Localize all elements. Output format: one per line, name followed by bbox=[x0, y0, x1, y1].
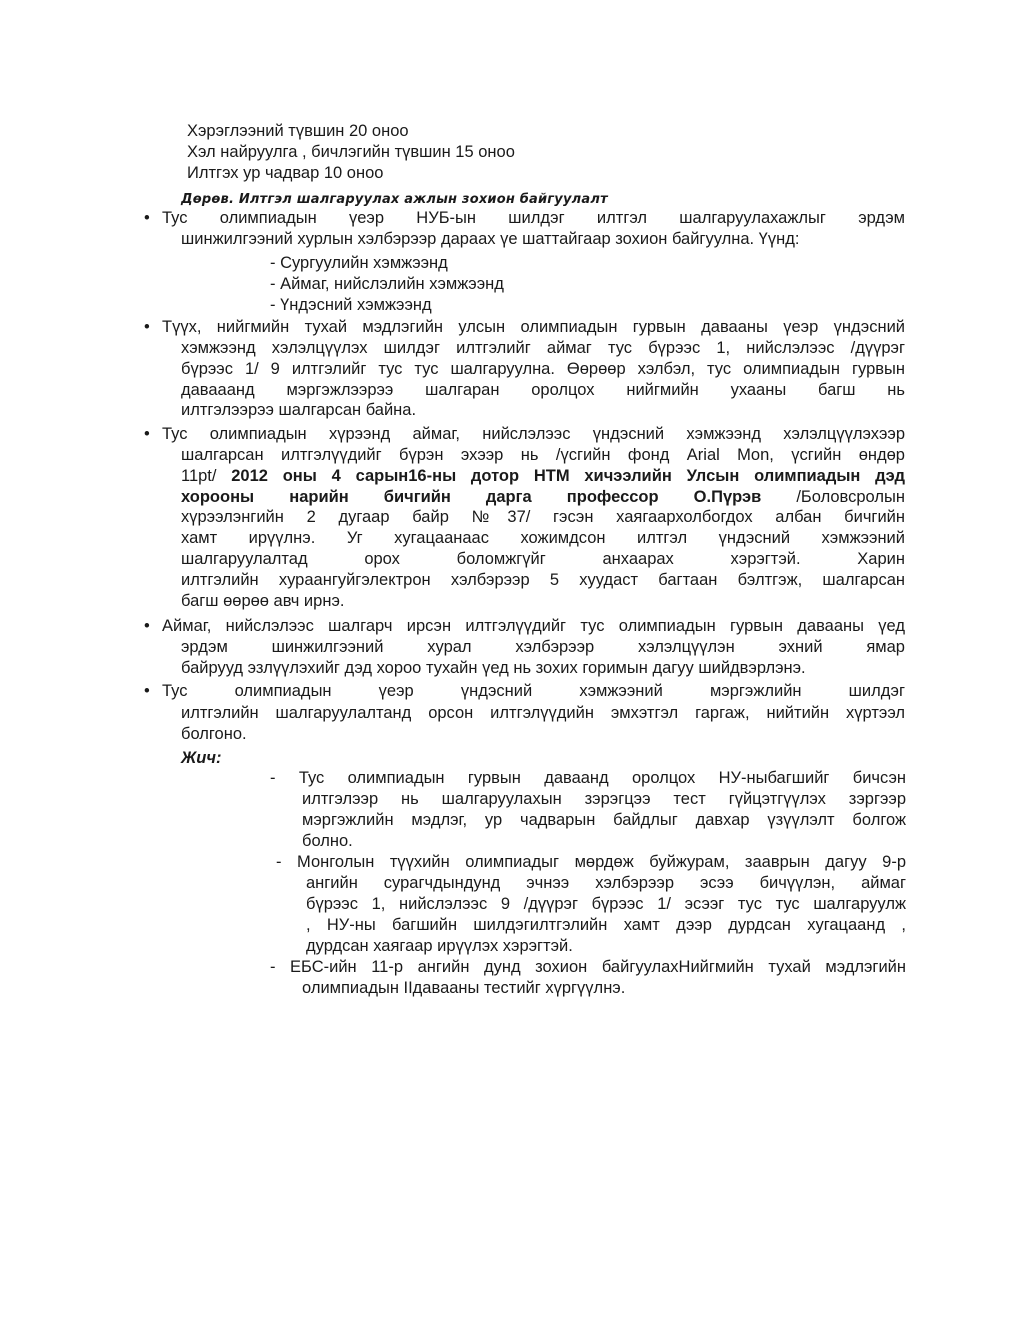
text-line-recipient bbox=[181, 487, 905, 508]
text-line: - Монголын түүхийн олимпиадыг мөрдөж буйжурам, зааврын дагуу 9-р bbox=[276, 853, 906, 871]
text-line: эрдэм шинжилгээний хурал хэлбэрээр хэлэлцүүлэн эхний ямар bbox=[181, 638, 905, 656]
text-line: мэргэжлийн мэдлэг, ур чадварын байдлыг давхар үзүүлэлт болгож bbox=[302, 811, 906, 829]
text-line-deadline bbox=[181, 466, 905, 487]
note-item-3-cont bbox=[302, 978, 906, 999]
text-line: хүрээлэнгийн 2 дугаар байр №37/ гэсэн хаягаархолбогдох албан бичгийн bbox=[181, 508, 905, 527]
paragraph-1 bbox=[162, 208, 905, 229]
note-item-2 bbox=[276, 852, 906, 873]
note-item-3 bbox=[270, 957, 906, 978]
level-national: - Үндэсний хэмжээнд bbox=[270, 296, 432, 314]
level-school: - Сургуулийн хэмжээнд bbox=[270, 254, 448, 272]
bullet: • bbox=[144, 209, 150, 227]
recipient-text: хорооны нарийн бичгийн дарга профессор О.Пүрэв bbox=[181, 487, 762, 506]
paragraph-2-cont bbox=[181, 338, 905, 421]
text-line: бүрээс 1, нийслэлээс 9 /дүүрэг бүрээс 1/ эсээг тус тус шалгаруулж bbox=[306, 895, 906, 913]
text-line: Аймаг, нийслэлээс шалгарч ирсэн илтгэлүүдийг тус олимпиадын гурвын давааны үед bbox=[162, 617, 905, 635]
text-line: илтгэлийн шалгаруулалтанд орсон илтгэлүүдийн эмхэтгэл гаргаж, нийтийн хүртээл bbox=[181, 704, 905, 722]
bullet: • bbox=[144, 682, 150, 700]
text-line: хэмжээнд хэлэлцүүлэх шилдэг илтгэлийг аймаг тус бүрээс 1, нийслэлээс /дүүрэг bbox=[181, 339, 905, 357]
text-line: Тус олимпиадын хүрээнд аймаг, нийслэлээс үндэсний хэмжээнд хэлэлцүүлэхээр bbox=[162, 425, 905, 443]
score-line-language: Хэл найруулга , бичлэгийн түвшин 15 оноо bbox=[187, 143, 515, 161]
note-item-1-cont bbox=[302, 789, 906, 852]
text-line: багш өөрөө авч ирнэ. bbox=[181, 591, 345, 610]
text-line: , НУ-ны багшийн шилдэгилтгэлийн хамт дээр дурдсан хугацаанд , bbox=[306, 916, 906, 934]
paragraph-1-cont bbox=[181, 229, 905, 250]
level-aimag: - Аймаг, нийслэлийн хэмжээнд bbox=[270, 275, 504, 293]
text-line: илтгэлээр нь шалгаруулахын зэрэгцээ тест гүйцэтгүүлэх зэргээр bbox=[302, 790, 906, 808]
score-line-presentation: Илтгэх ур чадвар 10 оноо bbox=[187, 164, 384, 182]
text-line: - ЕБС-ийн 11-р ангийн дунд зохион байгуулахНийгмийн тухай мэдлэгийн bbox=[270, 958, 906, 976]
text-line: Түүх, нийгмийн тухай мэдлэгийн улсын олимпиадын гурвын давааны үеэр үндэсний bbox=[162, 318, 905, 336]
text-line: хамт ирүүлнэ. Уг хугацаанаас хожимдсон илтгэл үндэсний хэмжээний bbox=[181, 529, 905, 548]
font-size-text: 11pt/ bbox=[181, 466, 232, 485]
text-line: байрууд эзлүүлэхийг дэд хороо тухайн үед нь зохих горимын дагуу шийдвэрлэнэ. bbox=[181, 658, 806, 677]
address-start-text: /Боловсролын bbox=[761, 487, 905, 506]
paragraph-4 bbox=[162, 616, 905, 637]
text-line: болно. bbox=[302, 832, 353, 850]
text-line: давааанд мэргэжлээрээ шалгаран оролцох нийгмийн ухааны багш нь bbox=[181, 380, 905, 399]
paragraph-5-cont bbox=[181, 703, 905, 745]
text-line: шалгарсан илтгэлүүдийг бүрэн эхээр нь /үсгийн фонд Arial Mon, үсгийн өндөр bbox=[181, 446, 905, 464]
note-item-2-cont bbox=[306, 873, 906, 957]
text-line: Тус олимпиадын үеэр үндэсний хэмжээний мэргэжлийн шилдэг bbox=[162, 682, 905, 700]
note-title: Жич: bbox=[181, 749, 222, 767]
text-line: - Тус олимпиадын гурвын даваанд оролцох НУ-ныбагшийг бичсэн bbox=[270, 769, 906, 787]
text-line: ангийн сурагчдындунд эчнээ хэлбэрээр эсээ бичүүлэн, аймаг bbox=[306, 874, 906, 892]
bullet: • bbox=[144, 617, 150, 635]
paragraph-2 bbox=[162, 317, 905, 338]
bullet: • bbox=[144, 318, 150, 336]
paragraph-5 bbox=[162, 681, 905, 702]
score-line-usage: Хэрэглээний түвшин 20 оноо bbox=[187, 122, 409, 140]
text-line: болгоно. bbox=[181, 724, 247, 743]
text-line: шалгаруулалтад орох боломжгүйг анхаарах хэрэгтэй. Харин bbox=[181, 549, 905, 568]
text-line: олимпиадын IIдавааны тестийг хүргүүлнэ. bbox=[302, 979, 626, 997]
text-line: илтгэлээрээ шалгарсан байна. bbox=[181, 401, 417, 420]
note-item-1 bbox=[270, 768, 906, 789]
text-line: дурдсан хаягаар ирүүлэх хэрэгтэй. bbox=[306, 937, 573, 955]
text-line: бүрээс 1/ 9 илтгэлийг тус тус шалгаруулна. Өөрөөр хэлбэл, тус олимпиадын гурвын bbox=[181, 359, 905, 378]
text-line: шинжилгээний хурлын хэлбэрээр дараах үе шаттайгаар зохион байгуулна. Үүнд: bbox=[181, 230, 800, 248]
text-line: Тус олимпиадын үеэр НУБ-ын шилдэг илтгэл шалгаруулахажлыг эрдэм bbox=[162, 209, 905, 227]
bullet: • bbox=[144, 425, 150, 443]
paragraph-4-cont bbox=[181, 637, 905, 679]
section-heading: Дөрөв. Илтгэл шалгаруулах ажлын зохион байгуулалт bbox=[181, 192, 608, 207]
paragraph-3-cont bbox=[181, 445, 905, 611]
paragraph-3 bbox=[162, 424, 905, 445]
text-line: илтгэлийн хураангуйгэлектрон хэлбэрээр 5 хуудаст багтаан бэлтгэж, шалгарсан bbox=[181, 570, 905, 589]
deadline-text: 2012 оны 4 сарын16-ны дотор НТМ хичээлийн Улсын олимпиадын дэд bbox=[231, 466, 905, 485]
